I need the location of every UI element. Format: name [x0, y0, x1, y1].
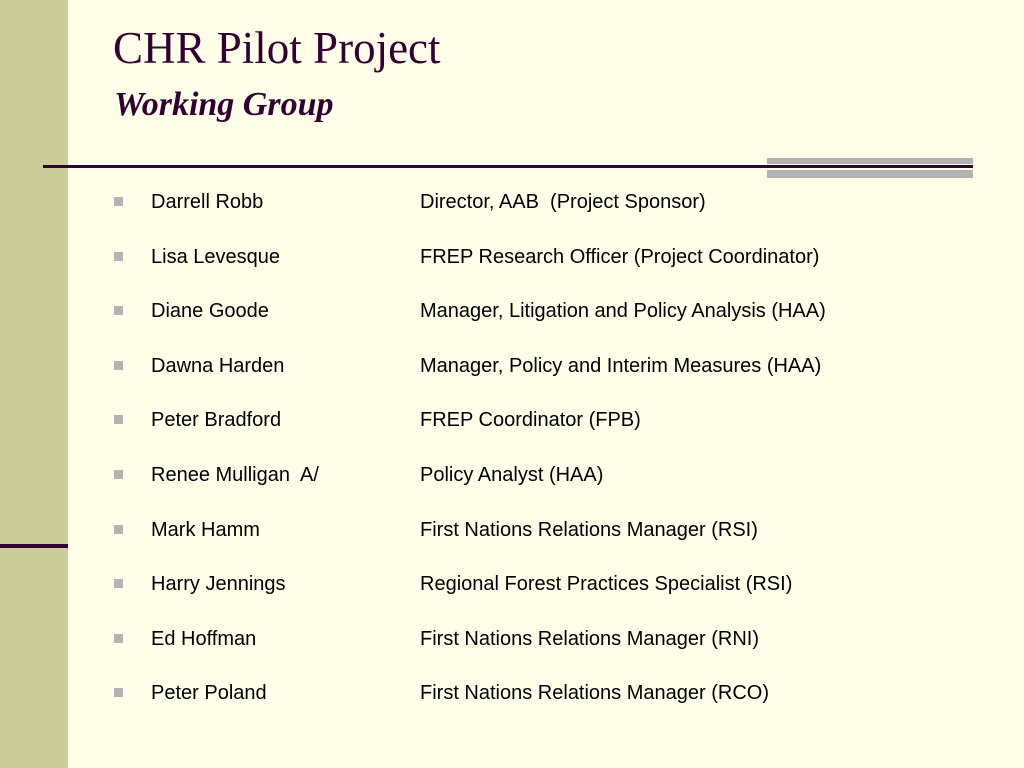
list-item: [114, 295, 974, 350]
square-bullet-icon: [114, 306, 123, 315]
accent-bar-top: [767, 158, 973, 164]
member-role: Policy Analyst (HAA): [420, 463, 604, 486]
square-bullet-icon: [114, 197, 123, 206]
member-name: Diane Goode: [151, 300, 269, 323]
square-bullet-icon: [114, 252, 123, 261]
accent-bar-bottom: [767, 170, 973, 178]
list-item: [114, 350, 974, 405]
member-role: First Nations Relations Manager (RNI): [420, 627, 759, 650]
member-name: Dawna Harden: [151, 354, 285, 377]
member-name: Lisa Levesque: [151, 245, 280, 268]
member-role: Manager, Litigation and Policy Analysis (HAA): [420, 300, 826, 323]
list-item: [114, 514, 974, 569]
list-item: [114, 623, 974, 678]
member-role: FREP Research Officer (Project Coordinator): [420, 245, 820, 268]
list-item: [114, 568, 974, 623]
list-item: [114, 677, 974, 732]
square-bullet-icon: [114, 361, 123, 370]
slide-title: CHR Pilot Project: [113, 23, 441, 73]
member-role: First Nations Relations Manager (RCO): [420, 682, 769, 705]
square-bullet-icon: [114, 470, 123, 479]
square-bullet-icon: [114, 415, 123, 424]
member-name: Peter Bradford: [151, 409, 282, 432]
member-role: Director, AAB (Project Sponsor): [420, 191, 706, 213]
list-item: [114, 459, 974, 514]
member-name: Renee Mulligan A/: [151, 463, 319, 486]
sidebar-band: [0, 0, 68, 768]
member-list: [114, 186, 974, 732]
list-item: [114, 186, 974, 241]
list-item: [114, 241, 974, 296]
square-bullet-icon: [114, 634, 123, 643]
member-name: Peter Poland: [151, 682, 267, 705]
square-bullet-icon: [114, 525, 123, 534]
square-bullet-icon: [114, 579, 123, 588]
member-role: FREP Coordinator (FPB): [420, 409, 641, 432]
member-role: Manager, Policy and Interim Measures (HAA): [420, 354, 822, 377]
sidebar-rule: [0, 544, 68, 548]
member-role: First Nations Relations Manager (RSI): [420, 518, 758, 541]
member-name: Harry Jennings: [151, 573, 286, 596]
member-name: Darrell Robb: [151, 191, 264, 213]
header-rule: [43, 165, 973, 168]
list-item: [114, 404, 974, 459]
slide-subtitle: Working Group: [114, 86, 334, 123]
member-name: Mark Hamm: [151, 518, 260, 541]
member-name: Ed Hoffman: [151, 627, 257, 650]
member-role: Regional Forest Practices Specialist (RSI): [420, 573, 793, 596]
square-bullet-icon: [114, 688, 123, 697]
